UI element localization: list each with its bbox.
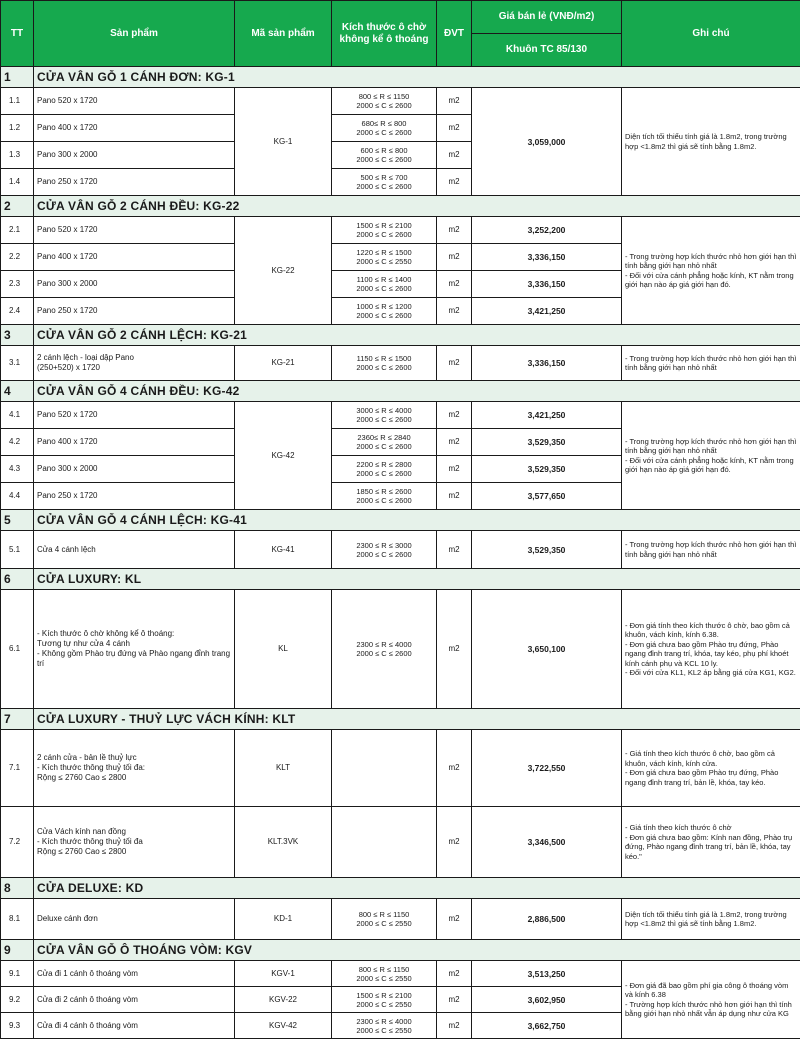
group-title: CỬA VÂN GỖ 4 CÁNH ĐỀU: KG-42 [34,381,800,402]
row-price: 3,602,950 [472,987,622,1013]
row-price: 3,421,250 [472,298,622,325]
row-product: - Kích thước ô chờ không kể ô thoáng: Tương tự như cửa 4 cánh - Không gồm Phào trụ đứng và Phào ngang đỉnh trang trí [34,590,235,709]
row-tt: 3.1 [1,346,34,381]
row-unit: m2 [437,899,472,940]
group-title: CỬA VÂN GỖ 2 CÁNH LỆCH: KG-21 [34,325,800,346]
row-price: 3,346,500 [472,807,622,878]
row-product: 2 cánh lệch - loại dập Pano (250+520) x 1720 [34,346,235,381]
header-code: Mã sản phẩm [235,1,332,67]
row-product: Pano 400 x 1720 [34,244,235,271]
group-number: 3 [1,325,34,346]
row-code: KL [235,590,332,709]
row-size: 800 ≤ R ≤ 1150 2000 ≤ C ≤ 2600 [332,88,437,115]
row-code: KGV-22 [235,987,332,1013]
row-price: 3,513,250 [472,961,622,987]
row-size: 1220 ≤ R ≤ 1500 2000 ≤ C ≤ 2550 [332,244,437,271]
row-note: - Trong trường hợp kích thước nhỏ hơn giới hạn thì tính bằng giới hạn nhỏ nhất - Đối với cửa cánh phẳng hoặc kính, KT nằm trong giới hạn nào áp giá giới hạn đó. [622,217,800,325]
row-size: 2200 ≤ R ≤ 2800 2000 ≤ C ≤ 2600 [332,456,437,483]
header-size: Kích thước ô chờ không kể ô thoáng [332,1,437,67]
row-tt: 5.1 [1,531,34,569]
row-product: Pano 250 x 1720 [34,169,235,196]
row-tt: 9.2 [1,987,34,1013]
row-note: - Giá tính theo kích thước ô chờ - Đơn giá chưa bao gồm: Kính nan đồng, Phào trụ đứng, Phào ngang đỉnh trang trí, bản lề, khóa, tay kéo." [622,807,800,878]
row-unit: m2 [437,402,472,429]
header-unit: ĐVT [437,1,472,67]
row-size: 600 ≤ R ≤ 800 2000 ≤ C ≤ 2600 [332,142,437,169]
row-size [332,730,437,807]
row-unit: m2 [437,807,472,878]
row-tt: 2.3 [1,271,34,298]
row-price: 3,336,150 [472,271,622,298]
header-price-sub: Khuôn TC 85/130 [472,34,622,67]
row-size: 2300 ≤ R ≤ 3000 2000 ≤ C ≤ 2600 [332,531,437,569]
group-number: 2 [1,196,34,217]
row-product: Pano 300 x 2000 [34,271,235,298]
row-note: - Trong trường hợp kích thước nhỏ hơn giới hạn thì tính bằng giới hạn nhỏ nhất [622,346,800,381]
row-unit: m2 [437,217,472,244]
table-row [1,217,800,244]
row-product: Pano 250 x 1720 [34,483,235,510]
row-product: Pano 520 x 1720 [34,217,235,244]
row-product: Pano 300 x 2000 [34,456,235,483]
row-size: 2360≤ R ≤ 2840 2000 ≤ C ≤ 2600 [332,429,437,456]
row-unit: m2 [437,1013,472,1039]
table-row [1,88,800,115]
row-size: 3000 ≤ R ≤ 4000 2000 ≤ C ≤ 2600 [332,402,437,429]
row-product: Cửa đi 4 cánh ô thoáng vòm [34,1013,235,1039]
row-size: 1100 ≤ R ≤ 1400 2000 ≤ C ≤ 2600 [332,271,437,298]
table-row [1,961,800,987]
row-unit: m2 [437,244,472,271]
group-title: CỬA VÂN GỖ 4 CÁNH LỆCH: KG-41 [34,510,800,531]
row-tt: 1.1 [1,88,34,115]
row-tt: 9.3 [1,1013,34,1039]
row-unit: m2 [437,429,472,456]
row-code: KLT.3VK [235,807,332,878]
row-size: 500 ≤ R ≤ 700 2000 ≤ C ≤ 2600 [332,169,437,196]
row-size: 800 ≤ R ≤ 1150 2000 ≤ C ≤ 2550 [332,899,437,940]
row-product: Pano 400 x 1720 [34,115,235,142]
row-product: Cửa đi 2 cánh ô thoáng vòm [34,987,235,1013]
row-tt: 2.1 [1,217,34,244]
row-size: 1500 ≤ R ≤ 2100 2000 ≤ C ≤ 2550 [332,987,437,1013]
row-price: 3,059,000 [472,88,622,196]
row-price: 3,252,200 [472,217,622,244]
row-tt: 2.4 [1,298,34,325]
row-product: 2 cánh cửa - bản lề thuỷ lực - Kích thước thông thuỷ tối đa: Rộng ≤ 2760 Cao ≤ 2800 [34,730,235,807]
group-title: CỬA VÂN GỖ 1 CÁNH ĐƠN: KG-1 [34,67,800,88]
table-row [1,807,800,878]
row-note: Diện tích tối thiểu tính giá là 1.8m2, trong trường hợp <1.8m2 thì giá sẽ tính bằng 1.8m2. [622,899,800,940]
row-tt: 8.1 [1,899,34,940]
row-tt: 9.1 [1,961,34,987]
row-tt: 7.1 [1,730,34,807]
row-product: Cửa 4 cánh lệch [34,531,235,569]
row-note: - Giá tính theo kích thước ô chờ, bao gồm cả khuôn, vách kính, kính cửa. - Đơn giá chưa bao gồm Phào trụ đứng, Phào ngang đỉnh trang trí, bản lề, khóa, tay kéo. [622,730,800,807]
row-product: Pano 400 x 1720 [34,429,235,456]
row-unit: m2 [437,88,472,115]
group-number: 5 [1,510,34,531]
row-price: 3,577,650 [472,483,622,510]
row-tt: 6.1 [1,590,34,709]
row-tt: 4.4 [1,483,34,510]
group-number: 6 [1,569,34,590]
row-size: 1500 ≤ R ≤ 2100 2000 ≤ C ≤ 2600 [332,217,437,244]
row-code: KG-21 [235,346,332,381]
row-code: KG-41 [235,531,332,569]
row-code: KD-1 [235,899,332,940]
row-product: Cửa đi 1 cánh ô thoáng vòm [34,961,235,987]
row-note: Diện tích tối thiểu tính giá là 1.8m2, trong trường hợp <1.8m2 thì giá sẽ tính bằng 1.8m2. [622,88,800,196]
row-tt: 2.2 [1,244,34,271]
row-price: 3,336,150 [472,346,622,381]
group-title: CỬA VÂN GỖ 2 CÁNH ĐỀU: KG-22 [34,196,800,217]
row-tt: 4.3 [1,456,34,483]
row-note: - Đơn giá tính theo kích thước ô chờ, bao gồm cả khuôn, vách kính, kính 6.38. - Đơn giá chưa bao gồm Phào trụ đứng, Phào ngang đỉnh trang trí, khóa, tay kéo, phụ phí khoét kính cánh phụ và KCL 10 ly. - Đối với cửa KL1, KL2 áp bằng giá cửa KG1, KG2. [622,590,800,709]
row-unit: m2 [437,142,472,169]
row-size: 1850 ≤ R ≤ 2600 2000 ≤ C ≤ 2600 [332,483,437,510]
row-size: 2300 ≤ R ≤ 4000 2000 ≤ C ≤ 2600 [332,590,437,709]
row-price: 3,529,350 [472,531,622,569]
group-number: 8 [1,878,34,899]
table-row [1,531,800,569]
row-code: KGV-1 [235,961,332,987]
row-unit: m2 [437,483,472,510]
row-product: Pano 520 x 1720 [34,402,235,429]
row-tt: 1.2 [1,115,34,142]
row-product: Pano 250 x 1720 [34,298,235,325]
row-tt: 4.1 [1,402,34,429]
row-unit: m2 [437,531,472,569]
row-price: 3,336,150 [472,244,622,271]
row-size: 2300 ≤ R ≤ 4000 2000 ≤ C ≤ 2550 [332,1013,437,1039]
row-code: KGV-42 [235,1013,332,1039]
row-unit: m2 [437,730,472,807]
row-unit: m2 [437,298,472,325]
row-unit: m2 [437,271,472,298]
row-note: - Đơn giá đã bao gồm phí gia công ô thoáng vòm và kính 6.38 - Trường hợp kích thước nhỏ hơn giới hạn thì tính bằng giới hạn nhỏ nhất vẫn áp dụng như cửa KG [622,961,800,1039]
group-number: 9 [1,940,34,961]
row-product: Deluxe cánh đơn [34,899,235,940]
row-price: 3,529,350 [472,429,622,456]
row-tt: 1.4 [1,169,34,196]
row-code: KG-22 [235,217,332,325]
group-number: 7 [1,709,34,730]
row-product: Pano 520 x 1720 [34,88,235,115]
row-price: 3,529,350 [472,456,622,483]
row-product: Pano 300 x 2000 [34,142,235,169]
row-unit: m2 [437,456,472,483]
row-tt: 7.2 [1,807,34,878]
row-product: Cửa Vách kính nan đồng - Kích thước thông thuỷ tối đa Rộng ≤ 2760 Cao ≤ 2800 [34,807,235,878]
row-price: 3,421,250 [472,402,622,429]
group-title: CỬA VÂN GỖ Ô THOÁNG VÒM: KGV [34,940,800,961]
group-number: 4 [1,381,34,402]
table-row [1,590,800,709]
row-price: 2,886,500 [472,899,622,940]
header-note: Ghi chú [622,1,800,67]
row-size [332,807,437,878]
table-row [1,730,800,807]
group-title: CỬA LUXURY: KL [34,569,800,590]
row-size: 1150 ≤ R ≤ 1500 2000 ≤ C ≤ 2600 [332,346,437,381]
row-tt: 1.3 [1,142,34,169]
row-size: 800 ≤ R ≤ 1150 2000 ≤ C ≤ 2550 [332,961,437,987]
row-tt: 4.2 [1,429,34,456]
row-note: - Trong trường hợp kích thước nhỏ hơn giới hạn thì tính bằng giới hạn nhỏ nhất [622,531,800,569]
row-note: - Trong trường hợp kích thước nhỏ hơn giới hạn thì tính bằng giới hạn nhỏ nhất - Đối với cửa cánh phẳng hoặc kính, KT nằm trong giới hạn nào áp giá giới hạn đó. [622,402,800,510]
table-row [1,346,800,381]
row-size: 1000 ≤ R ≤ 1200 2000 ≤ C ≤ 2600 [332,298,437,325]
row-unit: m2 [437,961,472,987]
row-size: 680≤ R ≤ 800 2000 ≤ C ≤ 2600 [332,115,437,142]
row-price: 3,722,550 [472,730,622,807]
table-row [1,402,800,429]
table-row [1,899,800,940]
row-code: KLT [235,730,332,807]
header-product: Sản phẩm [34,1,235,67]
group-number: 1 [1,67,34,88]
group-title: CỬA DELUXE: KD [34,878,800,899]
header-price: Giá bán lẻ (VNĐ/m2) [472,1,622,34]
header-tt: TT [1,1,34,67]
row-code: KG-1 [235,88,332,196]
row-unit: m2 [437,590,472,709]
row-unit: m2 [437,169,472,196]
row-unit: m2 [437,346,472,381]
group-title: CỬA LUXURY - THUỶ LỰC VÁCH KÍNH: KLT [34,709,800,730]
row-unit: m2 [437,115,472,142]
row-price: 3,650,100 [472,590,622,709]
row-code: KG-42 [235,402,332,510]
row-unit: m2 [437,987,472,1013]
row-price: 3,662,750 [472,1013,622,1039]
